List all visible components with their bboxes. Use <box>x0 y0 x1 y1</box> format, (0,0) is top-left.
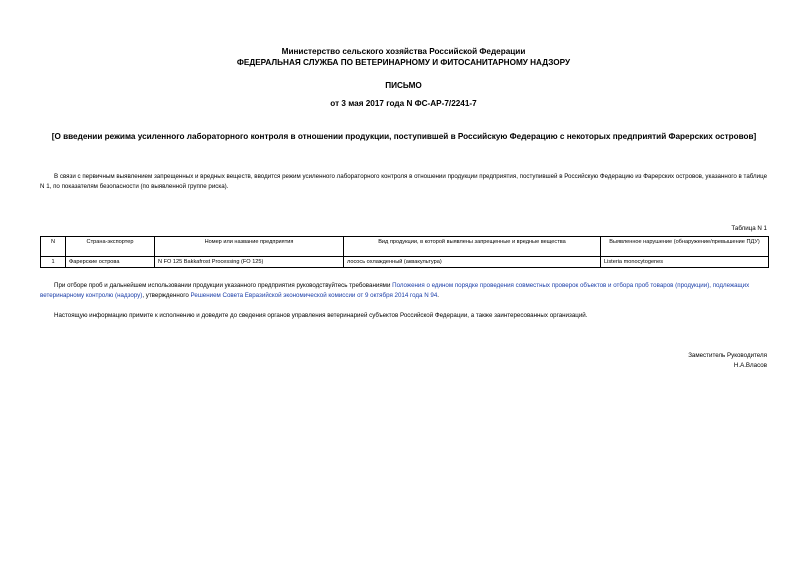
document-date-number: от 3 мая 2017 года N ФС-АР-7/2241-7 <box>330 99 477 108</box>
signatory-name: Н.А.Власов <box>733 362 767 369</box>
cell-enterprise: N FO 125 Bakkafrost Processing (FO 125) <box>155 257 344 268</box>
para2-text-after: . <box>437 292 440 299</box>
table-row <box>41 257 769 268</box>
requirements-paragraph <box>40 281 770 301</box>
decision-link[interactable]: Решением Совета Евразийской экономической комиссии от 9 октября 2014 года N 94 <box>190 292 438 299</box>
table-caption: Таблица N 1 <box>731 225 767 232</box>
col-header-country: Страна-экспортер <box>66 237 155 257</box>
cell-violation: Listeria monocytogenes <box>601 257 769 268</box>
col-header-enterprise: Номер или название предприятия <box>155 237 344 257</box>
closing-paragraph <box>40 311 770 321</box>
col-header-violation: Выявленное нарушение (обнаружение/превышение ПДУ) <box>601 237 769 257</box>
para2-text-before: При отборе проб и дальнейшем использовании продукции указанного предприятия руководствуйтесь требованиями <box>54 282 393 289</box>
ministry-name: Министерство сельского хозяйства Российской Федерации <box>281 47 526 56</box>
col-header-product: Вид продукции, в которой выявлены запрещенные и вредные вещества <box>344 237 601 257</box>
intro-text: В связи с первичным выявлением запрещенных и вредных веществ, вводится режим усиленного лабораторного контроля в отношении продукции предприятия, поступившей в Российскую Федерацию из Фарерских островов, указанного в таблице N 1, по показателям безопасности (по выявленной группе риска). <box>40 173 768 190</box>
intro-paragraph <box>40 172 770 192</box>
regulation-link[interactable]: Положения о едином порядке проведения совместных проверок объектов и отбора проб товаров (продукции), подлежащих ветеринарному контролю (надзору) <box>40 282 750 299</box>
service-name: ФЕДЕРАЛЬНАЯ СЛУЖБА ПО ВЕТЕРИНАРНОМУ И ФИТОСАНИТАРНОМУ НАДЗОРУ <box>236 58 571 67</box>
table-header-row <box>41 237 769 257</box>
col-header-n: N <box>41 237 66 257</box>
cell-n: 1 <box>41 257 66 268</box>
document-title: [О введении режима усиленного лабораторного контроля в отношении продукции, поступившей в Российскую Федерацию с некоторых предприятий Фарерских островов] <box>51 132 757 141</box>
closing-text: Настоящую информацию примите к исполнению и доведите до сведения органов управления ветеринарией субъектов Российской Федерации, а также заинтересованных организаций. <box>54 312 588 319</box>
cell-country: Фарерские острова <box>66 257 155 268</box>
document-type: ПИСЬМО <box>385 81 422 90</box>
signatory-position: Заместитель Руководителя <box>688 352 767 359</box>
enterprise-table <box>40 236 769 268</box>
para2-text-middle: , утвержденного <box>142 292 191 299</box>
cell-product: лосось охлажденный (аквакультура) <box>344 257 601 268</box>
